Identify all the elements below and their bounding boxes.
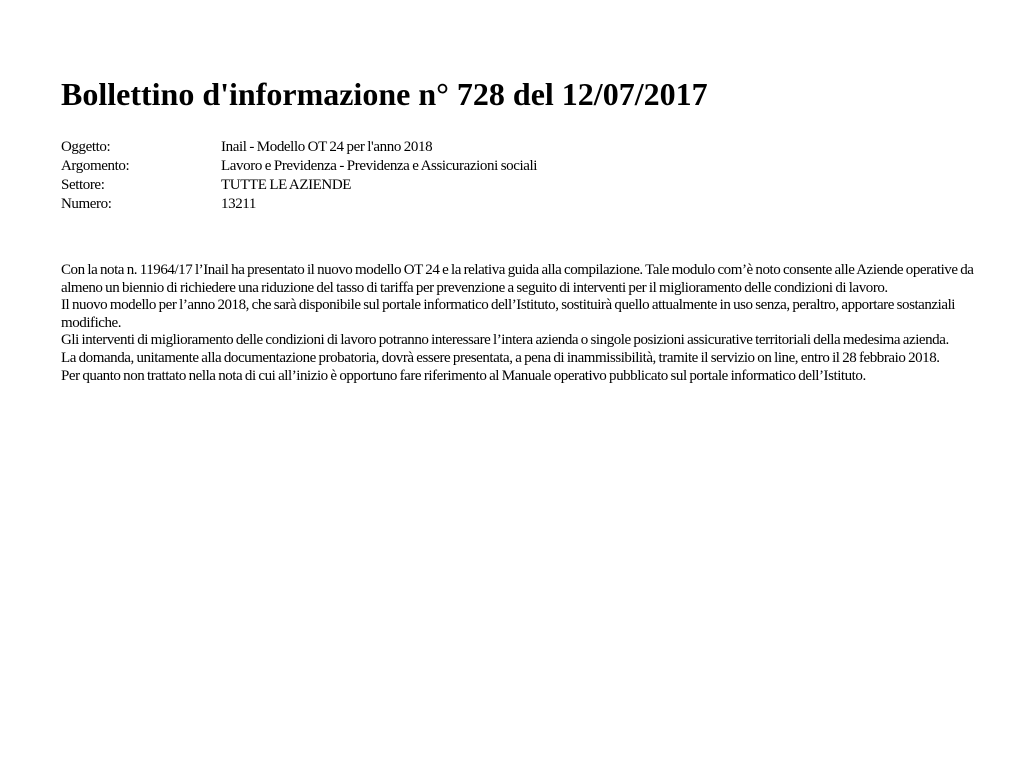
meta-value-oggetto: Inail - Modello OT 24 per l'anno 2018	[221, 139, 433, 155]
meta-value-numero: 13211	[221, 196, 256, 212]
meta-row-settore	[61, 176, 537, 195]
body-paragraph: La domanda, unitamente alla documentazione probatoria, dovrà essere presentata, a pena di inammissibilità, tramite il servizio on line, entro il 28 febbraio 2018.	[61, 349, 940, 366]
meta-value-settore: TUTTE LE AZIENDE	[221, 177, 352, 193]
body-paragraph: Gli interventi di miglioramento delle condizioni di lavoro potranno interessare l’intera azienda o singole posizioni assicurative territoriali della medesima azienda.	[61, 332, 949, 349]
bulletin-metadata	[61, 138, 537, 214]
meta-label-numero: Numero:	[61, 196, 112, 212]
meta-label-oggetto: Oggetto:	[61, 139, 111, 155]
body-paragraph: Il nuovo modello per l’anno 2018, che sarà disponibile sul portale informatico dell’Istituto, sostituirà quello attualmente in uso senza, peraltro, apportare sostanziali modifiche.	[61, 297, 956, 331]
page-title: Bollettino d'informazione n° 728 del 12/07/2017	[61, 76, 708, 112]
meta-row-numero	[61, 195, 537, 214]
bulletin-body	[61, 262, 976, 385]
body-paragraph: Per quanto non trattato nella nota di cui all’inizio è opportuno fare riferimento al Manuale operativo pubblicato sul portale informatico dell’Istituto.	[61, 367, 866, 384]
meta-row-argomento	[61, 157, 537, 176]
meta-label-settore: Settore:	[61, 177, 105, 193]
meta-label-argomento: Argomento:	[61, 158, 130, 174]
body-paragraph: Con la nota n. 11964/17 l’Inail ha presentato il nuovo modello OT 24 e la relativa guida alla compilazione. Tale modulo com’è noto consente alle Aziende operative da almeno un biennio di richiedere una riduzione del tasso di tariffa per prevenzione a seguito di interventi per il miglioramento delle condizioni di lavoro.	[61, 262, 974, 296]
meta-value-argomento: Lavoro e Previdenza - Previdenza e Assicurazioni sociali	[221, 158, 538, 174]
meta-row-oggetto	[61, 138, 537, 157]
